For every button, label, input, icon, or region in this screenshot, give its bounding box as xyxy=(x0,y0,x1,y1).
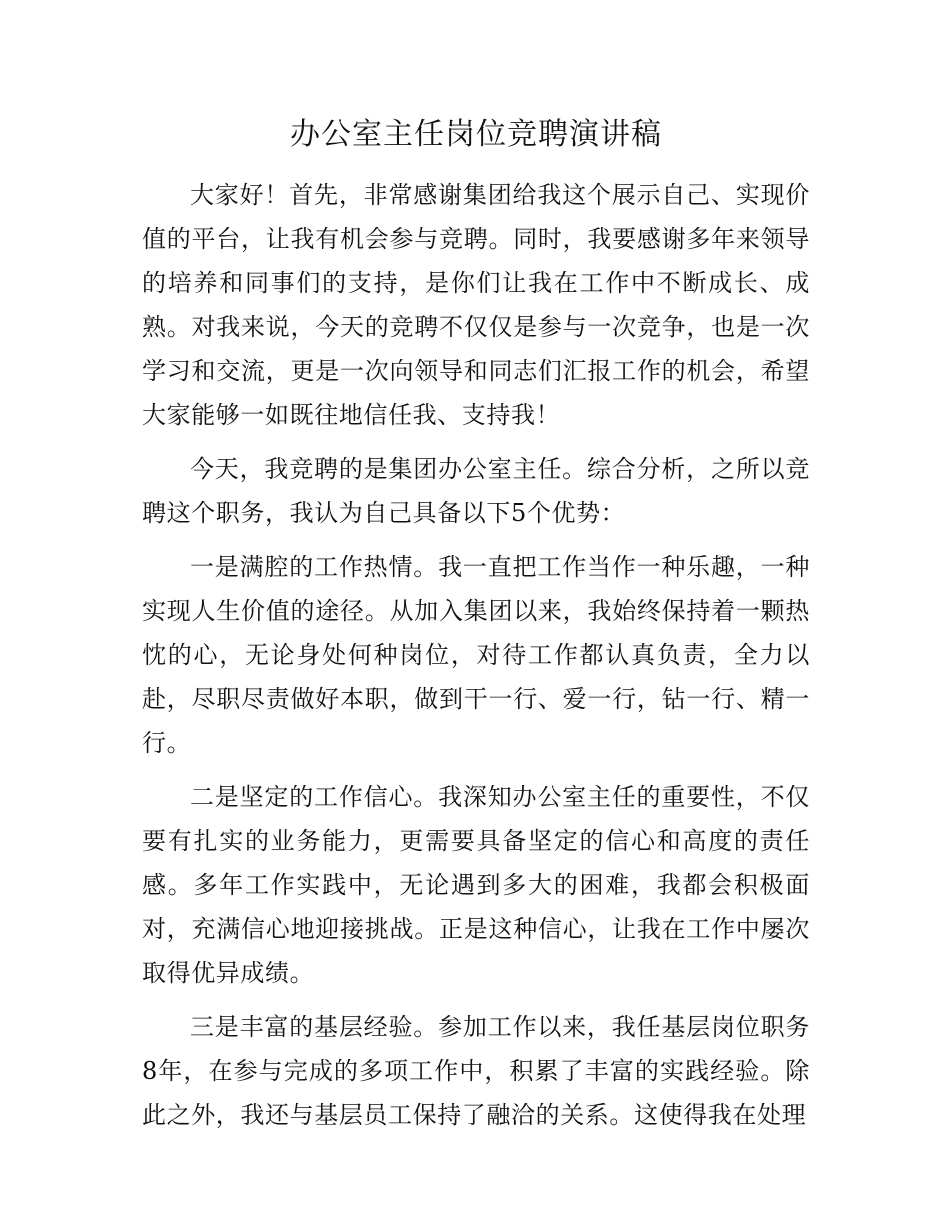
document-title: 办公室主任岗位竞聘演讲稿 xyxy=(290,117,662,152)
paragraph-position: 今天，我竞聘的是集团办公室主任。综合分析，之所以竞聘这个职务，我认为自己具备以下5个优势： xyxy=(142,455,810,527)
paragraph-advantage-2: 二是坚定的工作信心。我深知办公室主任的重要性，不仅要有扎实的业务能力，更需要具备坚定的信心和高度的责任感。多年工作实践中，无论遇到多大的困难，我都会积极面对，充满信心地迎接挑战。正是这种信心，让我在工作中屡次取得优异成绩。 xyxy=(142,783,810,987)
paragraph-greeting: 大家好！首先，非常感谢集团给我这个展示自己、实现价值的平台，让我有机会参与竞聘。同时，我要感谢多年来领导的培养和同事们的支持，是你们让我在工作中不断成长、成熟。对我来说，今天的竞聘不仅仅是参与一次竞争，也是一次学习和交流，更是一次向领导和同志们汇报工作的机会，希望大家能够一如既往地信任我、支持我！ xyxy=(142,181,810,429)
paragraph-advantage-1: 一是满腔的工作热情。我一直把工作当作一种乐趣，一种实现人生价值的途径。从加入集团以来，我始终保持着一颗热忱的心，无论身处何种岗位，对待工作都认真负责，全力以赴，尽职尽责做好本职，做到干一行、爱一行，钻一行、精一行。 xyxy=(142,553,810,757)
paragraph-advantage-3: 三是丰富的基层经验。参加工作以来，我任基层岗位职务8年，在参与完成的多项工作中，积累了丰富的实践经验。除此之外，我还与基层员工保持了融洽的关系。这使得我在处理 xyxy=(142,1013,810,1129)
